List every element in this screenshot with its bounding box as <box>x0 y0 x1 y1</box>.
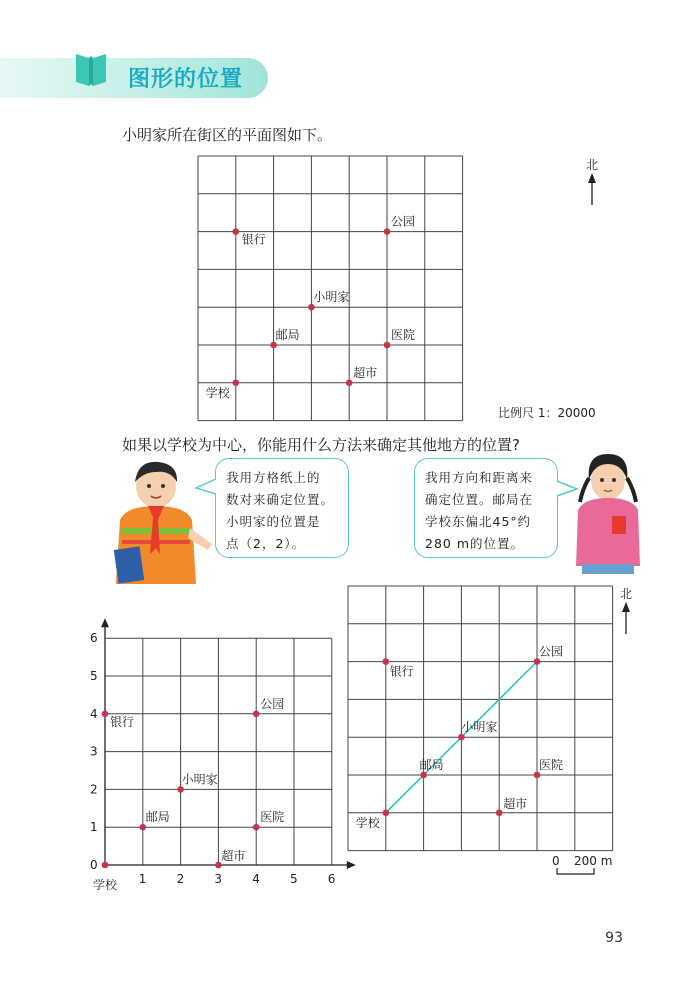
bubble-left-line: 点（2，2）。 <box>226 536 306 551</box>
place-point <box>420 772 427 779</box>
y-tick-label: 1 <box>90 820 98 835</box>
street-map <box>190 150 480 425</box>
x-tick-label: 1 <box>138 872 147 886</box>
y-tick-label: 6 <box>90 631 98 646</box>
scale-start: 0 <box>552 854 560 868</box>
place-point <box>383 658 390 665</box>
place-label: 邮局 <box>419 758 444 772</box>
graph-ticks <box>90 631 335 892</box>
page-number: 93 <box>605 930 623 946</box>
bubble-right-line: 确定位置。邮局在 <box>425 492 534 507</box>
place-label: 银行 <box>241 232 266 247</box>
point-label: 公园 <box>260 696 285 711</box>
graph-point <box>253 824 260 831</box>
speech-bubble-right <box>414 458 558 558</box>
graph-point <box>140 824 147 831</box>
question-text: 如果以学校为中心，你能用什么方法来确定其他地方的位置? <box>122 436 520 454</box>
place-label: 医院 <box>539 758 564 772</box>
north-label: 北 <box>586 158 599 172</box>
bubble-left-line: 我用方格纸上的 <box>226 470 321 485</box>
bubble-left-line: 数对来确定位置。 <box>226 492 335 507</box>
place-point <box>458 734 465 741</box>
origin-point <box>102 862 109 869</box>
graph-points <box>102 697 285 869</box>
point-label: 医院 <box>260 810 285 825</box>
place-label: 超市 <box>503 796 528 811</box>
coordinate-graph <box>85 612 365 897</box>
graph-grid <box>101 618 356 869</box>
bubble-left-line: 小明家的位置是 <box>226 514 321 529</box>
y-tick-label: 3 <box>90 744 98 759</box>
x-tick-label: 4 <box>252 872 260 886</box>
point-label: 超市 <box>221 849 246 863</box>
y-tick-label: 0 <box>90 858 98 872</box>
girl-illustration <box>572 450 646 576</box>
place-label: 银行 <box>389 664 414 679</box>
place-label: 小明家 <box>313 290 350 305</box>
graph-point <box>102 711 109 718</box>
y-tick-label: 4 <box>90 706 98 721</box>
bubble-right-line: 学校东偏北45°约 <box>425 514 532 529</box>
north-arrow-icon <box>580 155 610 210</box>
place-label: 医院 <box>391 328 416 342</box>
place-point <box>233 228 240 235</box>
bubble-right-line: 280 m的位置。 <box>425 536 525 551</box>
y-tick-label: 5 <box>90 669 98 683</box>
place-point <box>384 228 391 235</box>
map-scale: 比例尺 1：20000 <box>498 406 596 420</box>
place-label: 公园 <box>539 644 564 659</box>
place-label: 小明家 <box>461 720 498 735</box>
point-label: 邮局 <box>145 810 170 825</box>
y-axis-arrow <box>101 618 109 627</box>
x-tick-label: 6 <box>327 872 336 886</box>
place-point <box>534 772 541 779</box>
direction-map <box>340 580 633 880</box>
place-label: 邮局 <box>275 328 300 342</box>
section-banner <box>0 48 272 102</box>
place-point <box>496 810 503 817</box>
north-arrow-icon <box>612 582 642 637</box>
point-label: 小明家 <box>181 772 218 787</box>
book-icon <box>74 48 108 88</box>
graph-point <box>253 711 260 718</box>
speech-bubble-left <box>215 458 349 558</box>
intro-text: 小明家所在街区的平面图如下。 <box>122 126 333 144</box>
bubble-right-line: 我用方向和距离来 <box>425 470 534 485</box>
place-label: 超市 <box>353 365 378 380</box>
x-tick-label: 5 <box>290 872 298 886</box>
place-point <box>534 658 541 665</box>
north-label: 北 <box>620 587 633 601</box>
place-point <box>233 380 240 387</box>
place-point <box>270 342 277 349</box>
point-label: 银行 <box>110 714 135 729</box>
origin-label: 学校 <box>93 878 118 892</box>
place-point <box>346 380 353 387</box>
place-label: 学校 <box>205 385 230 400</box>
place-label: 学校 <box>355 815 380 830</box>
y-tick-label: 2 <box>90 782 98 797</box>
page-title: 图形的位置 <box>128 67 244 92</box>
place-point <box>383 810 390 817</box>
place-point <box>384 342 391 349</box>
distance-scale <box>550 852 620 880</box>
x-tick-label: 3 <box>214 872 223 886</box>
scale-end: 200 m <box>574 854 613 868</box>
place-point <box>308 304 315 311</box>
bubble-left-tail <box>194 478 218 496</box>
x-tick-label: 2 <box>176 872 185 886</box>
graph-point <box>177 786 184 793</box>
place-label: 公园 <box>391 214 416 229</box>
